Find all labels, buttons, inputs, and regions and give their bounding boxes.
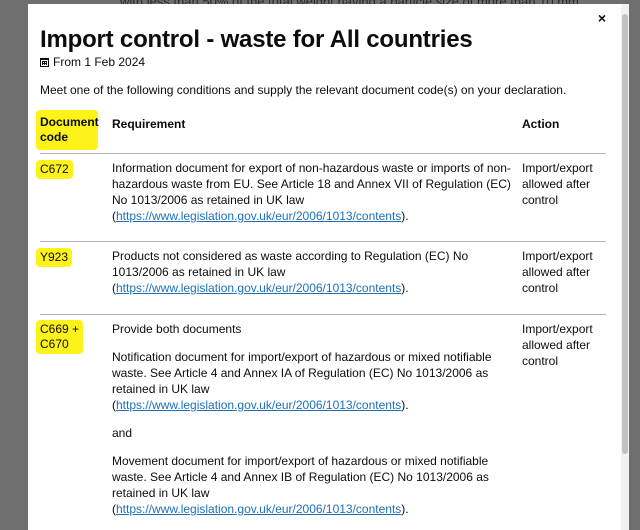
- document-code-badge: [36, 248, 72, 267]
- table-row: [40, 314, 606, 530]
- requirement-paragraph: and: [112, 426, 133, 440]
- legislation-link[interactable]: https://www.legislation.gov.uk/eur/2006/1013/contents: [116, 209, 402, 223]
- close-icon[interactable]: ×: [597, 10, 607, 26]
- requirement-paragraph: Notification document for import/export of hazardous or mixed notifiable waste. See Article 4 and Annex IA of Regulation (EC) No 1013/2006 as retained in UK law (https://www.legislation.gov.uk/eur/2006/1013/contents).: [112, 350, 492, 412]
- action-cell: Import/export allowed after control: [522, 161, 593, 207]
- requirement-text: Products not considered as waste according to Regulation (EC) No 1013/2006 as retained in UK law: [112, 249, 469, 279]
- header-document-code: [36, 110, 98, 150]
- table-row: [40, 241, 606, 314]
- requirement-cell: [112, 321, 512, 529]
- requirement-cell: [112, 248, 512, 308]
- table-row: [40, 153, 606, 241]
- modal-title: Import control - waste for All countries: [40, 26, 473, 53]
- calendar-icon: [40, 58, 49, 67]
- requirement-paragraph: Information document for export of non-hazardous waste or imports of non-hazardous waste from EU. See Article 18 and Annex VII of Regulation (EC) No 1013/2006 as retained in UK law (https://www.legislation.gov.uk/eur/2006/1013/contents).: [112, 161, 511, 223]
- header-code-line1: Document: [40, 115, 99, 129]
- requirement-text: Information document for export of non-hazardous waste or imports of non-hazardous waste from EU. See Article 18 and Annex VII of Regulation (EC) No 1013/2006 as retained in UK law: [112, 161, 511, 207]
- legislation-link[interactable]: https://www.legislation.gov.uk/eur/2006/1013/contents: [116, 502, 402, 516]
- requirement-paragraph: Provide both documents: [112, 322, 242, 336]
- document-code-badge: [36, 160, 73, 179]
- code-text: Y923: [40, 250, 69, 264]
- date-label: From 1 Feb 2024: [53, 55, 146, 69]
- header-code-line2: code: [40, 130, 69, 144]
- requirement-text: Movement document for import/export of hazardous or mixed notifiable waste. See Article 4 and Annex IB of Regulation (EC) No 1013/2006 as retained in UK law: [112, 454, 489, 500]
- code-text-line1: C669 +: [40, 322, 80, 336]
- legislation-link[interactable]: https://www.legislation.gov.uk/eur/2006/1013/contents: [116, 398, 402, 412]
- modal-scrollbar[interactable]: [621, 4, 629, 530]
- document-code-badge: [36, 320, 83, 354]
- action-cell: Import/export allowed after control: [522, 322, 593, 368]
- scrollbar-thumb[interactable]: [622, 14, 628, 454]
- code-text-line2: C670: [40, 337, 69, 351]
- intro-text: Meet one of the following conditions and supply the relevant document code(s) on your declaration.: [40, 83, 567, 97]
- requirement-paragraph: Movement document for import/export of hazardous or mixed notifiable waste. See Article 4 and Annex IB of Regulation (EC) No 1013/2006 as retained in UK law (https://www.legislation.gov.uk/eur/2006/1013/contents).: [112, 454, 489, 516]
- effective-date: [40, 55, 145, 69]
- requirement-paragraph: Products not considered as waste according to Regulation (EC) No 1013/2006 as retained in UK law (https://www.legislation.gov.uk/eur/2006/1013/contents).: [112, 249, 469, 295]
- header-requirement: Requirement: [112, 117, 186, 131]
- header-action: Action: [522, 117, 560, 131]
- import-control-modal: [28, 4, 629, 530]
- requirement-text: Notification document for import/export of hazardous or mixed notifiable waste. See Article 4 and Annex IA of Regulation (EC) No 1013/2006 as retained in UK law: [112, 350, 492, 396]
- requirement-cell: [112, 160, 512, 236]
- legislation-link[interactable]: https://www.legislation.gov.uk/eur/2006/1013/contents: [116, 281, 402, 295]
- action-cell: Import/export allowed after control: [522, 249, 593, 295]
- code-text: C672: [40, 162, 69, 176]
